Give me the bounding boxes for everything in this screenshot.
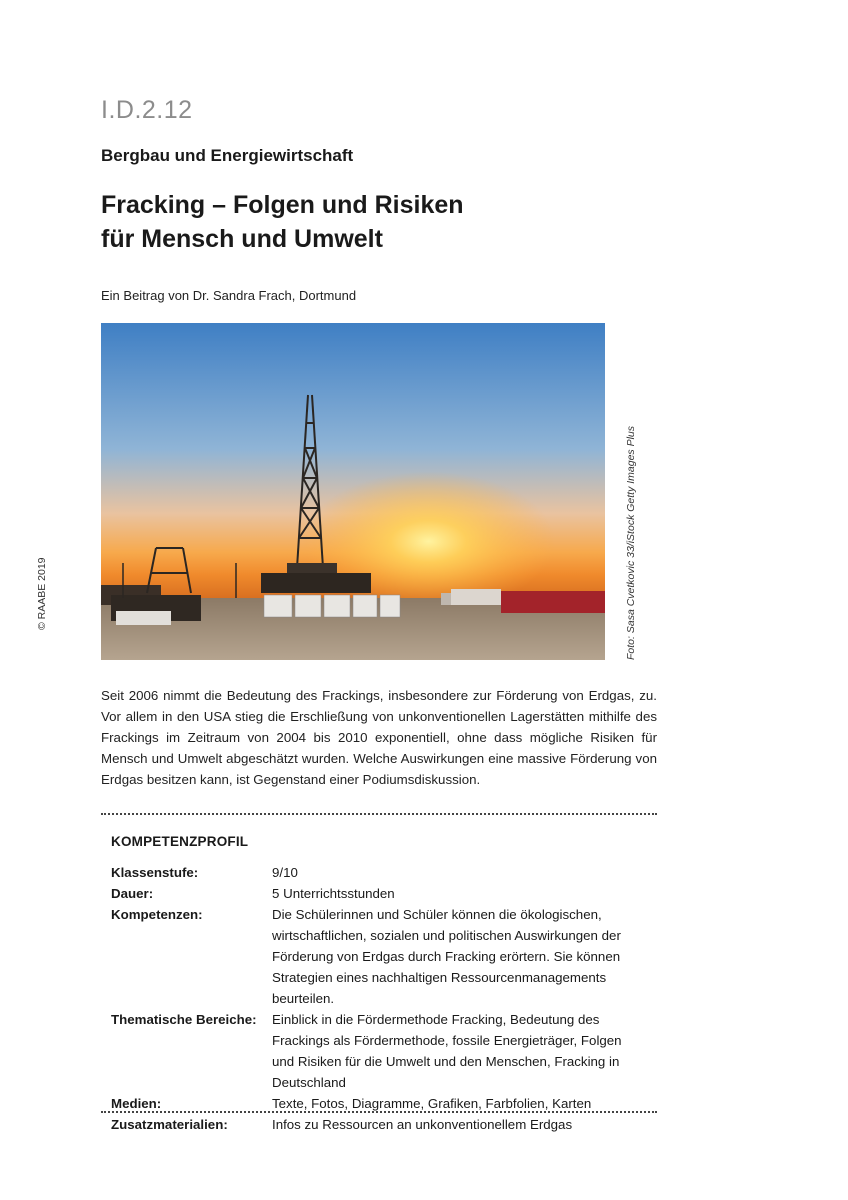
intro-paragraph: Seit 2006 nimmt die Bedeutung des Frackings, insbesondere zur Förderung von Erdgas, zu. Vor allem in den USA stieg die Erschließung von unkonventionellen Lagerstätten mithilfe des Frackings im Zeitraum von 2004 bis 2010 exponentiell, ohne dass mögliche Risiken für Mensch und Umwelt abgeschätzt wurden. Welche Auswirkungen eine massive Förderung von Erdgas besitzen kann, ist Gegenstand einer Podiumsdiskussion. xyxy=(101,688,657,787)
profile-label: Klassenstufe: xyxy=(111,865,199,880)
profile-label: Thematische Bereiche: xyxy=(111,1012,257,1027)
dotted-divider-bottom xyxy=(101,1111,657,1113)
profile-value: Texte, Fotos, Diagramme, Grafiken, Farbfolien, Karten xyxy=(272,1096,592,1111)
author-line: Ein Beitrag von Dr. Sandra Frach, Dortmund xyxy=(101,288,357,303)
profile-label: Zusatzmaterialien: xyxy=(111,1117,228,1132)
copyright-notice: © RAABE 2019 xyxy=(36,557,48,630)
profile-label: Kompetenzen: xyxy=(111,907,203,922)
photo-credit: Foto: Sasa Cvetkovic 33/iStock Getty Images Plus xyxy=(625,425,637,660)
profile-row-duration xyxy=(111,883,651,904)
cover-photo-drilling-rig xyxy=(101,323,605,660)
profile-row-competences xyxy=(111,904,651,1009)
profile-value: 9/10 xyxy=(272,865,298,880)
profile-row-topics xyxy=(111,1009,651,1093)
competence-profile-heading: KOMPETENZPROFIL xyxy=(111,834,249,849)
profile-row-extras xyxy=(111,1114,651,1135)
profile-value: Einblick in die Fördermethode Fracking, Bedeutung des Frackings als Fördermethode, fossile Energieträger, Folgen und Risiken für die Umwelt und den Menschen, Fracking in Deutschland xyxy=(272,1012,622,1090)
profile-value: Die Schülerinnen und Schüler können die ökologischen, wirtschaftlichen, sozialen und politischen Auswirkungen der Förderung von Erdgas durch Fracking erörtern. Sie können Strategien eines nachhaltigen Ressourcenmanagements beurteilen. xyxy=(272,907,621,1006)
section-title: Bergbau und Energiewirtschaft xyxy=(101,146,354,165)
profile-label: Dauer: xyxy=(111,886,154,901)
document-code: I.D.2.12 xyxy=(101,96,193,124)
profile-label: Medien: xyxy=(111,1096,162,1111)
profile-value: 5 Unterrichtsstunden xyxy=(272,886,395,901)
page-title xyxy=(101,188,464,256)
profile-value: Infos zu Ressourcen an unkonventionellem Erdgas xyxy=(272,1117,573,1132)
competence-profile-table xyxy=(111,862,651,1135)
dotted-divider-top xyxy=(101,813,657,815)
profile-row-grade xyxy=(111,862,651,883)
title-line-2: für Mensch und Umwelt xyxy=(101,225,383,253)
title-line-1: Fracking – Folgen und Risiken xyxy=(101,191,464,219)
